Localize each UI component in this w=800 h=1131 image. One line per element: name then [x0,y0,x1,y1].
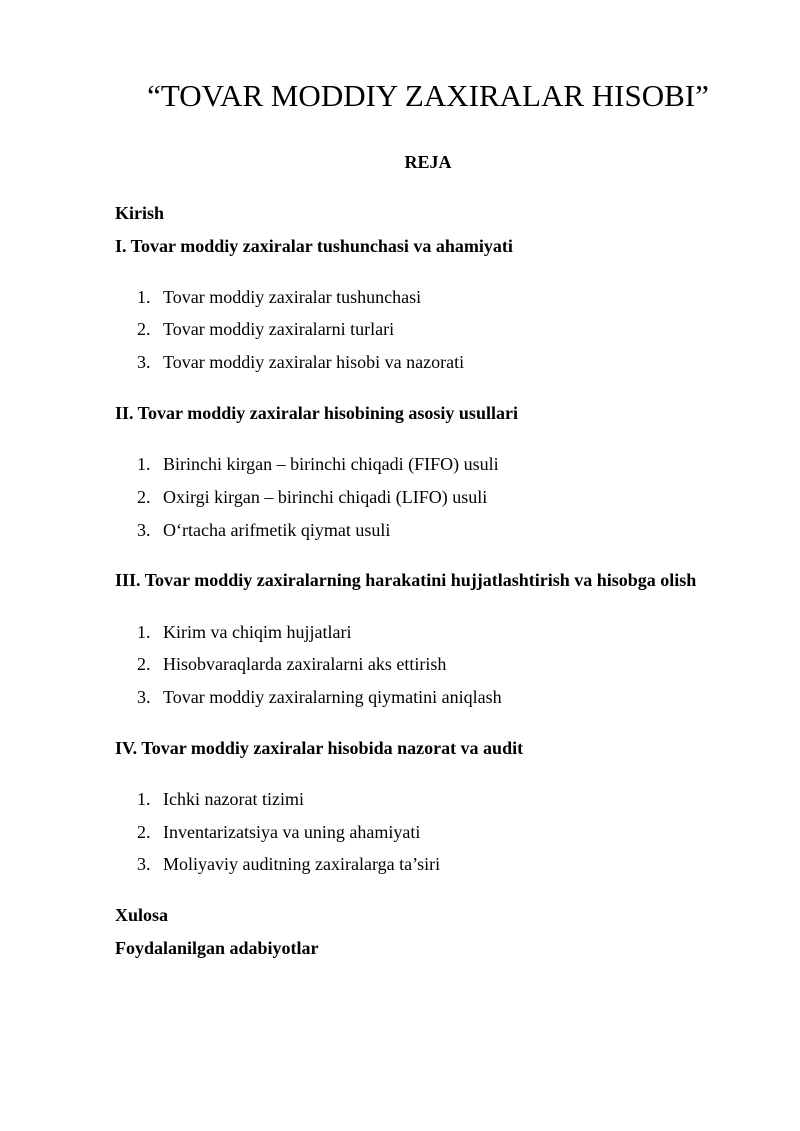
list-item-text: Birinchi kirgan – birinchi chiqadi (FIFO) usuli [163,454,499,474]
references-heading: Foydalanilgan adabiyotlar [115,938,319,958]
list-item-text: Inventarizatsiya va uning ahamiyati [163,822,421,842]
list-item [137,620,351,644]
list-item-text: Ichki nazorat tizimi [163,789,304,809]
document-title: “TOVAR MODDIY ZAXIRALAR HISOBI” [147,78,709,113]
conclusion-heading: Xulosa [115,905,169,925]
plan-heading: REJA [404,152,452,172]
list-item-text: Moliyaviy auditning zaxiralarga ta’siri [163,854,441,874]
list-item-text: Oxirgi kirgan – birinchi chiqadi (LIFO) usuli [163,487,488,507]
list-item [137,787,304,811]
list-item-number: 1. [137,454,151,474]
section-heading: IV. Tovar moddiy zaxiralar hisobida nazorat va audit [115,738,524,758]
section-heading: III. Tovar moddiy zaxiralarning harakatini hujjatlashtirish va hisobga olish [115,570,697,590]
list-item-number: 2. [137,822,151,842]
list-item-text: Tovar moddiy zaxiralarning qiymatini aniqlash [163,687,502,707]
list-item-text: O‘rtacha arifmetik qiymat usuli [163,520,391,540]
list-item-text: Tovar moddiy zaxiralar tushunchasi [163,287,422,307]
list-item-number: 1. [137,622,151,642]
list-item-number: 1. [137,789,151,809]
list-item-number: 2. [137,487,151,507]
list-item [137,820,420,844]
list-item-text: Kirim va chiqim hujjatlari [163,622,352,642]
section-heading: II. Tovar moddiy zaxiralar hisobining asosiy usullari [115,403,518,423]
list-item-number: 3. [137,352,151,372]
list-item [137,652,446,676]
list-item [137,485,487,509]
list-item [137,685,502,709]
list-item-text: Hisobvaraqlarda zaxiralarni aks ettirish [163,654,447,674]
list-item [137,852,440,876]
list-item-text: Tovar moddiy zaxiralar hisobi va nazorati [163,352,465,372]
list-item [137,350,464,374]
list-item-number: 3. [137,520,151,540]
section-heading: I. Tovar moddiy zaxiralar tushunchasi va ahamiyati [115,236,513,256]
list-item [137,452,499,476]
list-item [137,317,394,341]
intro-heading: Kirish [115,203,165,223]
list-item-number: 2. [137,654,151,674]
list-item-number: 3. [137,687,151,707]
list-item [137,285,421,309]
list-item-text: Tovar moddiy zaxiralarni turlari [163,319,395,339]
list-item-number: 2. [137,319,151,339]
list-item [137,518,390,542]
list-item-number: 3. [137,854,151,874]
list-item-number: 1. [137,287,151,307]
